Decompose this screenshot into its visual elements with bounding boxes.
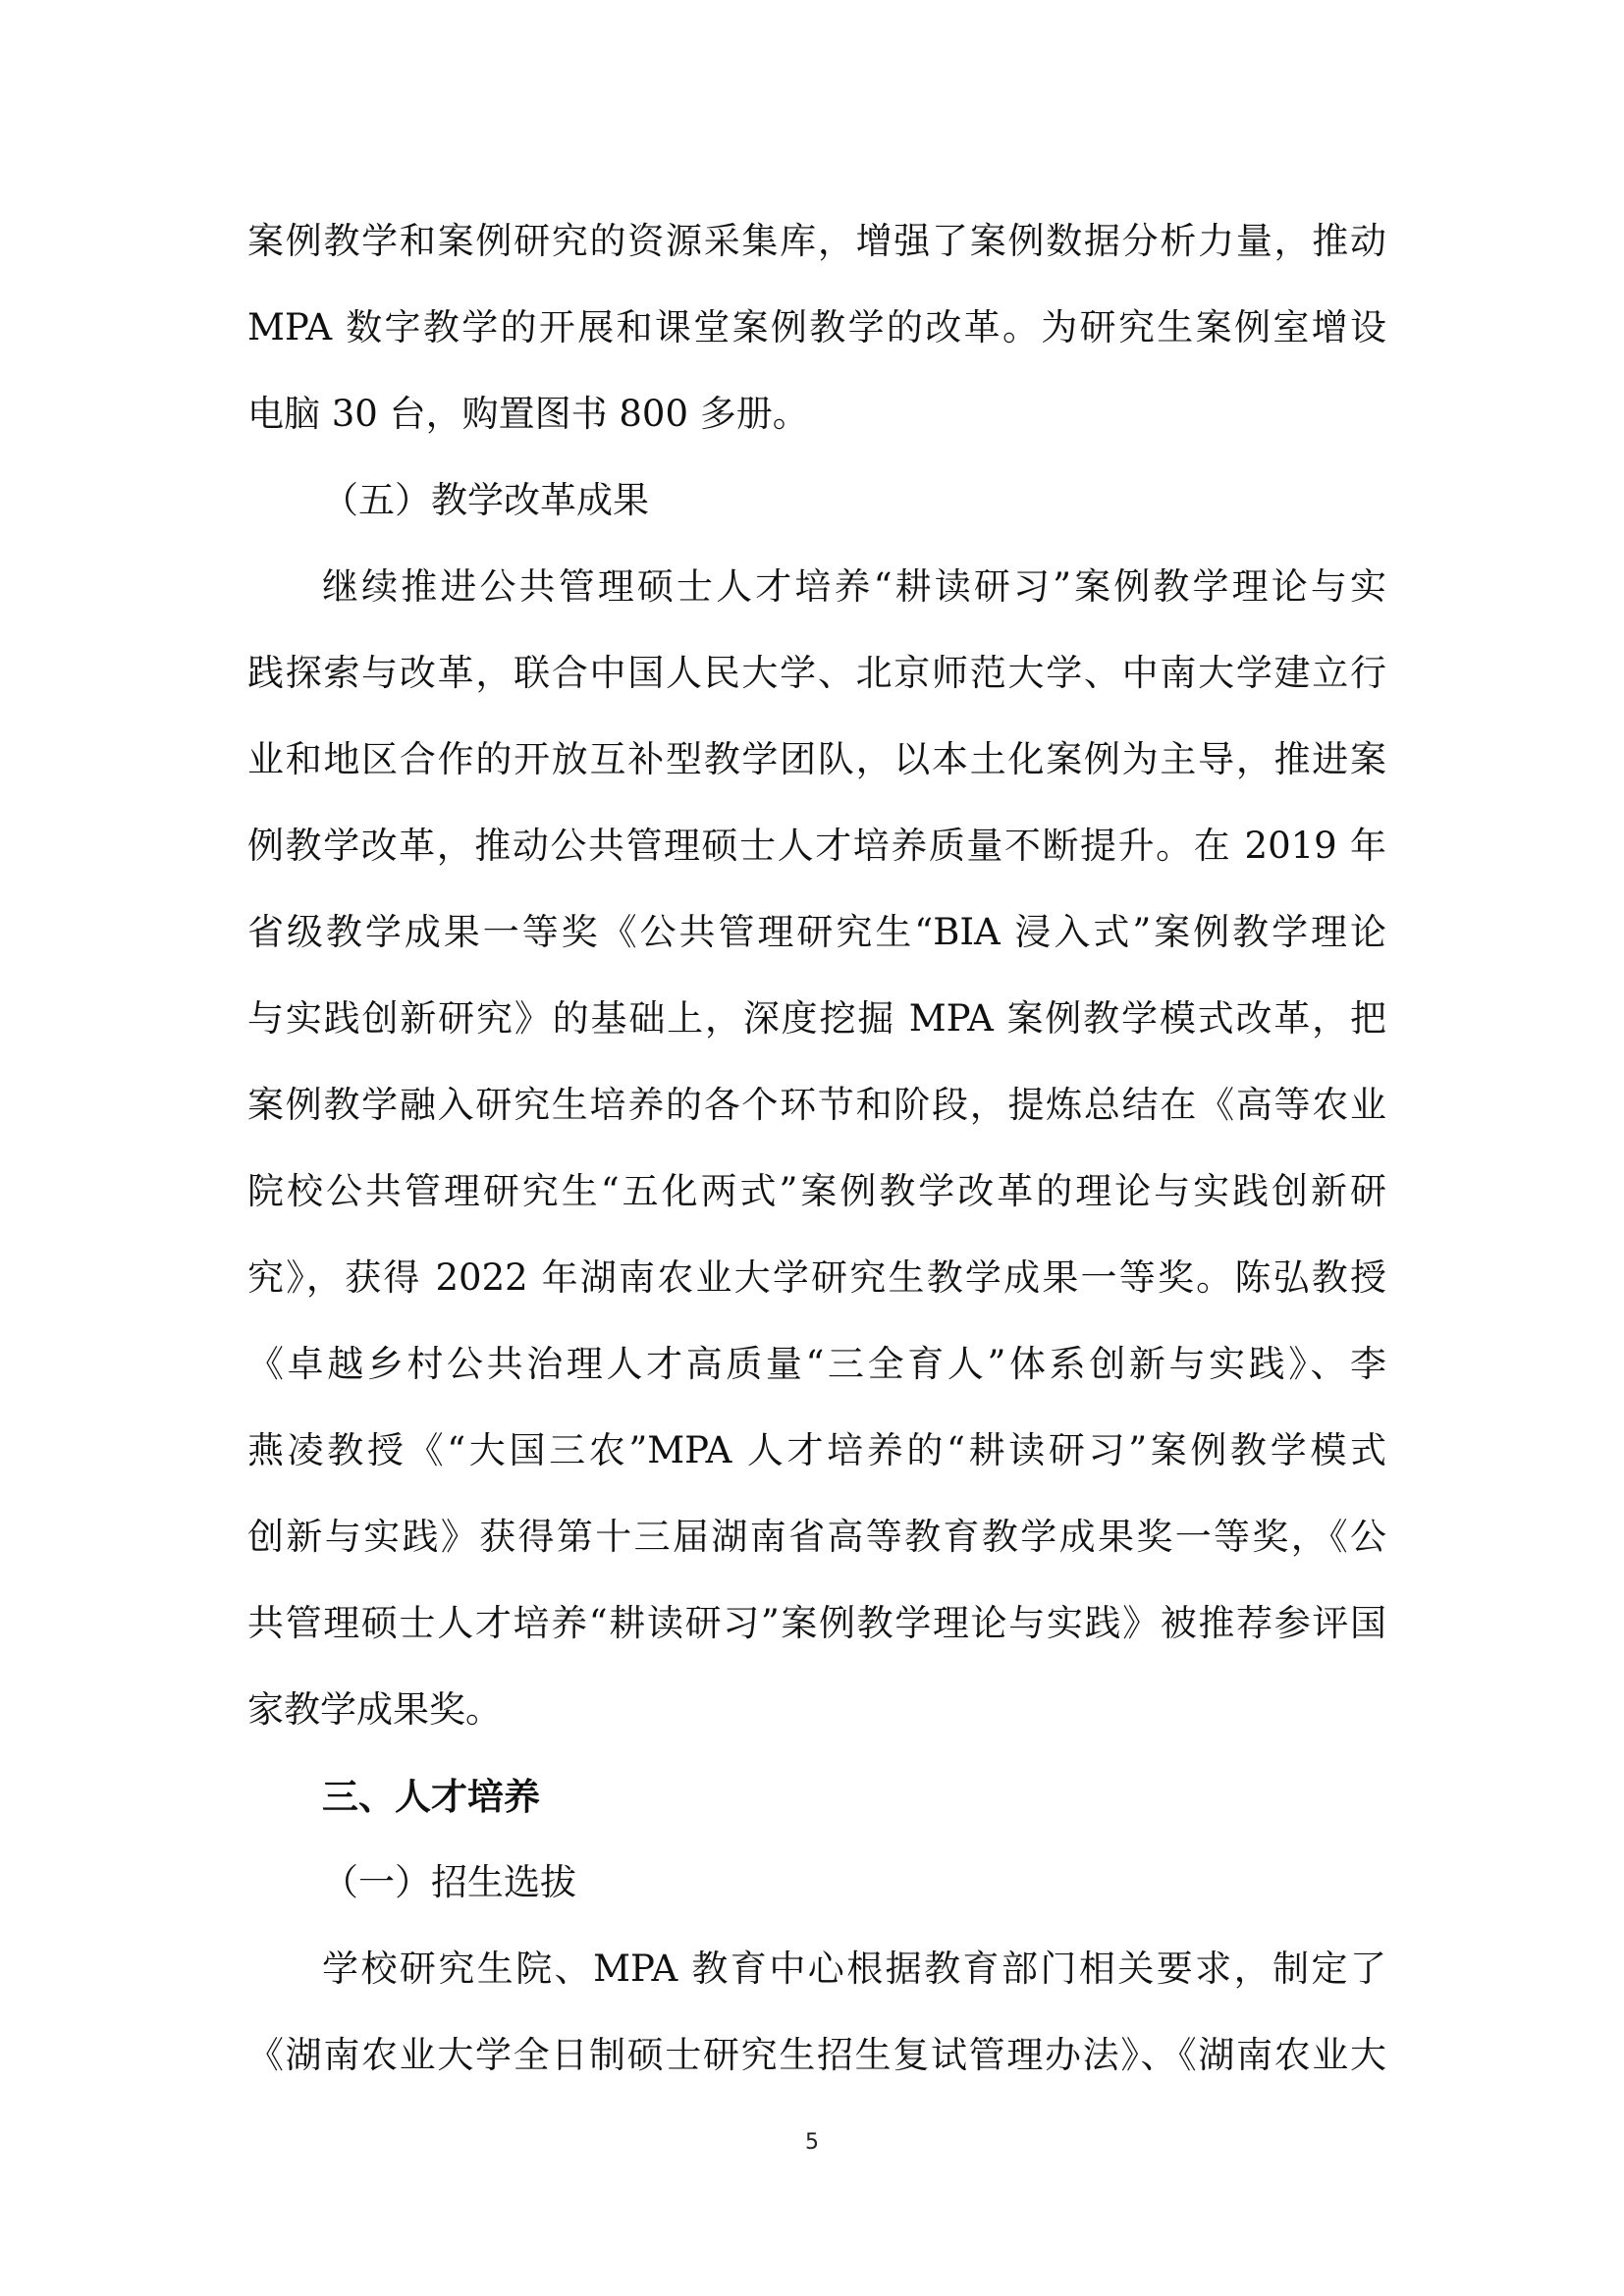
paragraph-line: 燕凌教授《“大国三农”MPA 人才培养的“耕读研习”案例教学模式 [247, 1429, 1386, 1471]
paragraph-line: 践探索与改革，联合中国人民大学、北京师范大学、中南大学建立行 [247, 652, 1386, 694]
paragraph-line: 共管理硕士人才培养“耕读研习”案例教学理论与实践》被推荐参评国 [247, 1602, 1386, 1644]
paragraph-line: 院校公共管理研究生“五化两式”案例教学改革的理论与实践创新研 [247, 1170, 1386, 1212]
paragraph-line: 案例教学和案例研究的资源采集库，增强了案例数据分析力量，推动 [247, 220, 1386, 262]
paragraph-line: MPA 数字教学的开展和课堂案例教学的改革。为研究生案例室增设 [247, 306, 1386, 348]
paragraph-line: 与实践创新研究》的基础上，深度挖掘 MPA 案例教学模式改革，把 [247, 997, 1386, 1040]
section-heading: （一）招生选拔 [322, 1861, 576, 1903]
paragraph-line: 电脑 30 台，购置图书 800 多册。 [247, 393, 809, 435]
section-heading: （五）教学改革成果 [322, 479, 649, 521]
paragraph-line: 业和地区合作的开放互补型教学团队，以本土化案例为主导，推进案 [247, 738, 1386, 780]
paragraph-line: 家教学成果奖。 [247, 1688, 502, 1731]
paragraph-line: 学校研究生院、MPA 教育中心根据教育部门相关要求，制定了 [322, 1948, 1386, 1990]
page-number: 5 [805, 2130, 819, 2155]
chapter-heading: 三、人才培养 [322, 1775, 540, 1818]
paragraph-line: 《卓越乡村公共治理人才高质量“三全育人”体系创新与实践》、李 [247, 1343, 1386, 1385]
paragraph-line: 例教学改革，推动公共管理硕士人才培养质量不断提升。在 2019 年 [247, 825, 1386, 867]
paragraph-line: 省级教学成果一等奖《公共管理研究生“BIA 浸入式”案例教学理论 [247, 911, 1386, 953]
paragraph-line: 创新与实践》获得第十三届湖南省高等教育教学成果奖一等奖，《公 [247, 1516, 1386, 1558]
paragraph-line: 《湖南农业大学全日制硕士研究生招生复试管理办法》、《湖南农业大 [247, 2034, 1386, 2076]
paragraph-line: 案例教学融入研究生培养的各个环节和阶段，提炼总结在《高等农业 [247, 1084, 1386, 1126]
paragraph-line: 究》，获得 2022 年湖南农业大学研究生教学成果一等奖。陈弘教授 [247, 1256, 1386, 1299]
paragraph-line: 继续推进公共管理硕士人才培养“耕读研习”案例教学理论与实 [322, 565, 1386, 608]
